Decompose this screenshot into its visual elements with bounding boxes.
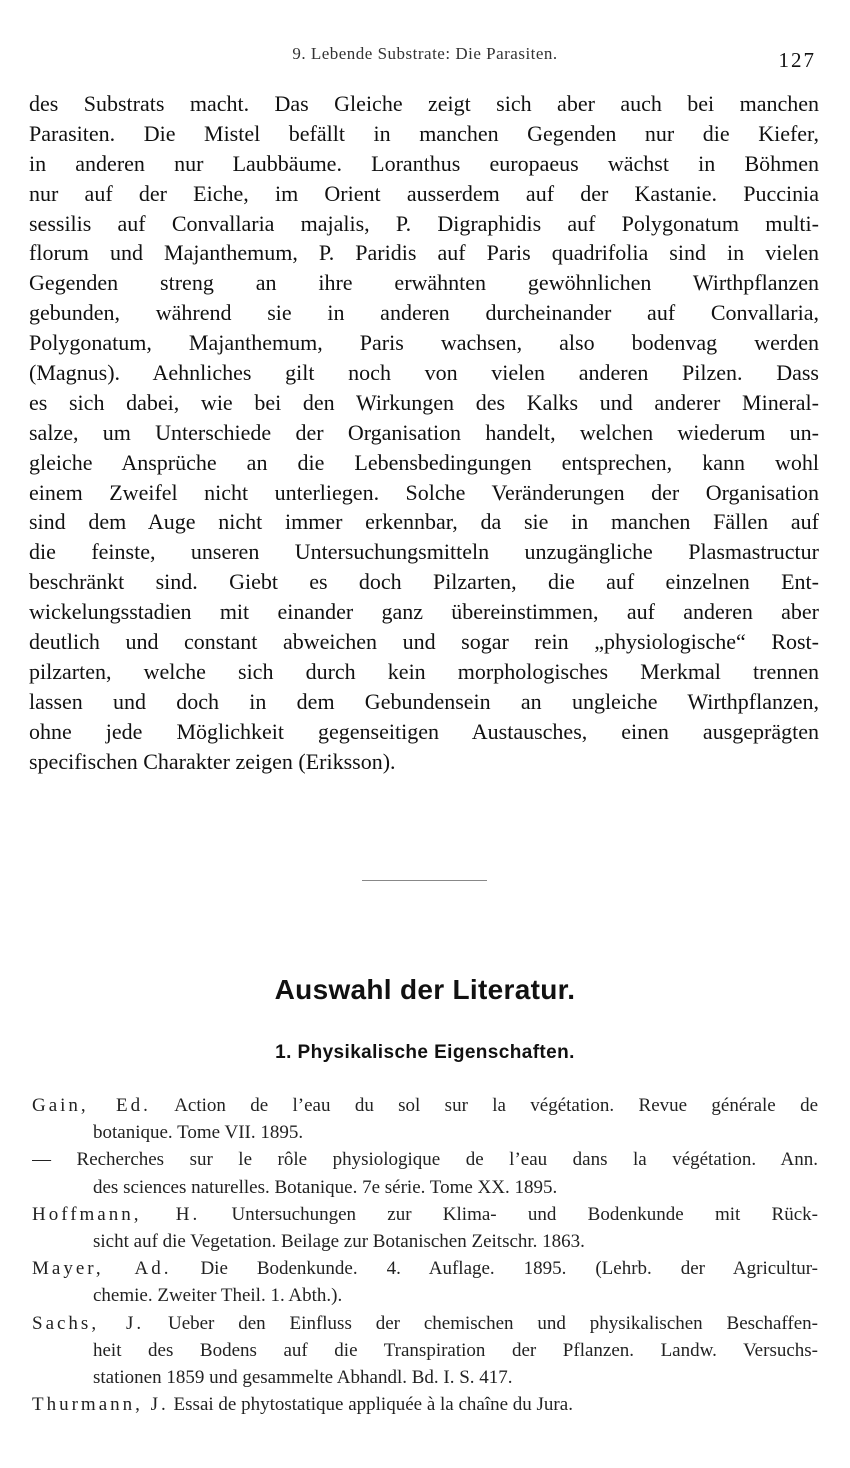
body-paragraph [29, 89, 819, 776]
literature-heading: Auswahl der Literatur. [274, 974, 576, 1005]
reference-line: des sciences naturelles. Botanique. 7e série. Tome XX. 1895. [93, 1176, 558, 1198]
running-title: 9. Lebende Substrate: Die Parasiten. [292, 44, 558, 63]
body-line: in anderen nur Laubbäume. Loranthus europaeus wächst in Böhmen [29, 150, 819, 176]
body-line: deutlich und constant abweichen und sogar rein „physiologische“ Rost- [29, 629, 819, 655]
reference-text: Recherches sur le rôle physiologique de l’eau dans la végétation. Ann. [76, 1149, 818, 1171]
body-line: lassen und doch in dem Gebundensein an ungleiche Wirthpflanzen, [29, 688, 819, 714]
page-number: 127 [778, 48, 816, 72]
reference-line: chemie. Zweiter Theil. 1. Abth.). [93, 1285, 343, 1307]
reference-text: Ueber den Einfluss der chemischen und physikalischen Beschaffen- [167, 1312, 818, 1334]
reference-line: sicht auf die Vegetation. Beilage zur Botanischen Zeitschr. 1863. [93, 1230, 585, 1252]
reference-entry [32, 1255, 818, 1309]
reference-author: Hoffmann, H. [32, 1203, 201, 1225]
body-line: wickelungsstadien mit einander ganz übereinstimmen, auf anderen aber [29, 599, 819, 625]
reference-line [32, 1391, 818, 1418]
reference-entry [32, 1310, 818, 1392]
reference-author: Sachs, J. [32, 1312, 145, 1334]
reference-line [32, 1146, 818, 1173]
reference-author: Gain, Ed. [32, 1095, 151, 1116]
reference-line: botanique. Tome VII. 1895. [93, 1122, 304, 1144]
reference-line: heit des Bodens auf die Transpiration der Pflanzen. Landw. Versuchs- [93, 1339, 818, 1361]
reference-line [32, 1255, 818, 1282]
body-line: sind dem Auge nicht immer erkennbar, da sie in manchen Fällen auf [29, 509, 819, 535]
reference-text: Action de l’eau du sol sur la végétation. Revue générale de [174, 1095, 818, 1116]
body-line: sessilis auf Convallaria majalis, P. Digraphidis auf Polygonatum multi- [29, 210, 819, 236]
reference-line [32, 1201, 818, 1228]
section-heading: 1. Physikalische Eigenschaften. [275, 1042, 575, 1063]
reference-entry [32, 1146, 818, 1200]
reference-entry [32, 1201, 818, 1255]
reference-line [32, 1092, 818, 1119]
body-line: ohne jede Möglichkeit gegenseitigen Austausches, einen ausgeprägten [29, 718, 819, 744]
body-line: des Substrats macht. Das Gleiche zeigt sich aber auch bei manchen [29, 91, 819, 116]
reference-author: Thurmann, J. [32, 1394, 169, 1416]
body-line: nur auf der Eiche, im Orient ausserdem auf der Kastanie. Puccinia [29, 180, 819, 206]
body-line: (Magnus). Aehnliches gilt noch von vielen anderen Pilzen. Dass [29, 360, 819, 386]
reference-text: Essai de phytostatique appliquée à la chaîne du Jura. [173, 1394, 573, 1416]
reference-text: Untersuchungen zur Klima- und Bodenkunde mit Rück- [231, 1203, 818, 1225]
reference-text: Die Bodenkunde. 4. Auflage. 1895. (Lehrb. der Agricultur- [200, 1258, 818, 1280]
body-line: pilzarten, welche sich durch kein morphologisches Merkmal trennen [29, 658, 819, 684]
body-line: die feinste, unseren Untersuchungsmitteln unzugängliche Plasmastructur [29, 539, 819, 565]
reference-list [32, 1092, 818, 1418]
reference-line: stationen 1859 und gesammelte Abhandl. Bd. I. S. 417. [93, 1366, 513, 1388]
body-line: Parasiten. Die Mistel befällt in manchen Gegenden nur die Kiefer, [29, 120, 819, 146]
body-line: beschränkt sind. Giebt es doch Pilzarten, die auf einzelnen Ent- [29, 569, 819, 595]
body-line: einem Zweifel nicht unterliegen. Solche Veränderungen der Organisation [29, 479, 819, 505]
body-line: salze, um Unterschiede der Organisation handelt, welchen wiederum un- [29, 419, 819, 445]
body-line: gebunden, während sie in anderen durcheinander auf Convallaria, [29, 300, 819, 326]
reference-author: Mayer, Ad. [32, 1258, 172, 1280]
section-separator [362, 880, 487, 881]
reference-line [32, 1310, 818, 1337]
body-line: specifischen Charakter zeigen (Eriksson). [29, 748, 396, 774]
running-head [0, 44, 850, 74]
reference-entry [32, 1092, 818, 1146]
body-line: gleiche Ansprüche an die Lebensbedingungen entsprechen, kann wohl [29, 449, 819, 475]
body-line: Polygonatum, Majanthemum, Paris wachsen, also bodenvag werden [29, 330, 819, 356]
body-line: Gegenden streng an ihre erwähnten gewöhnlichen Wirthpflanzen [29, 270, 819, 296]
reference-author: — [32, 1149, 51, 1171]
reference-entry [32, 1391, 818, 1418]
body-line: florum und Majanthemum, P. Paridis auf Paris quadrifolia sind in vielen [29, 240, 819, 266]
body-line: es sich dabei, wie bei den Wirkungen des Kalks und anderer Mineral- [29, 389, 819, 415]
